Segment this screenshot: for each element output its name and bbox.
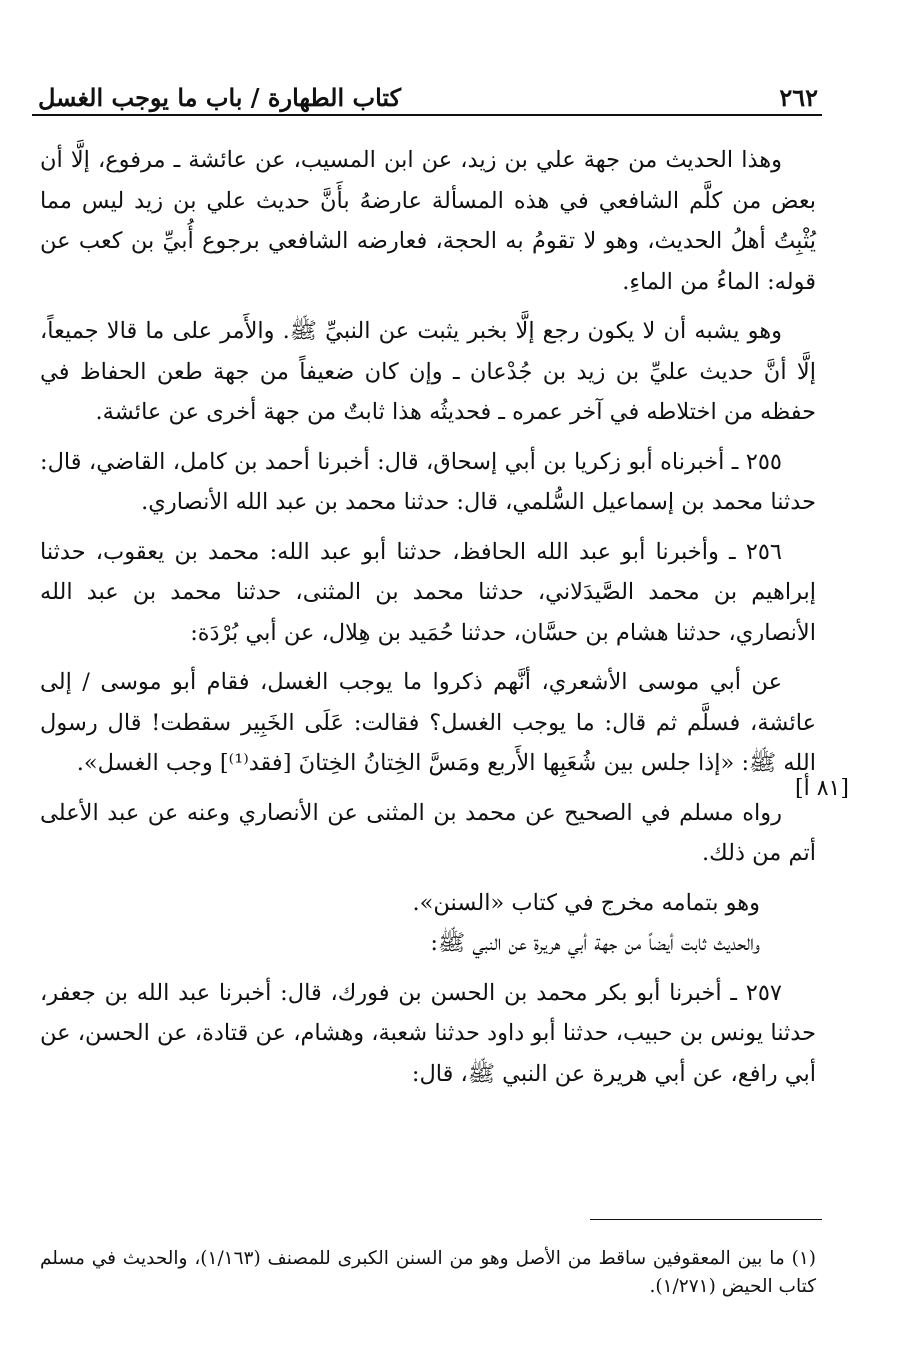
hadith-257: ٢٥٧ ـ أخبرنا أبو بكر محمد بن الحسن بن فورك، قال: أخبرنا عبد الله بن جعفر، حدثنا يونس بن حبيب، حدثنا أبو داود حدثنا شعبة، وهشام، عن قتادة، عن الحسن، عن أبي رافع، عن أبي هريرة عن النبي ﷺ، قال:: [40, 979, 816, 1087]
paragraph-1: وهذا الحديث من جهة علي بن زيد، عن ابن المسيب، عن عائشة ـ مرفوع، إلَّا أن بعض من كلَّم الشافعي في هذه المسألة عارضهُ بأَنَّ حديث علي بن زيد ليس مما يُثْبِتُ أهلُ الحديث، وهو لا تقومُ به الحجة، فعارضه الشافعي برجوع أُبيِّ بن كعب عن قوله: الماءُ من الماءِ.: [40, 147, 816, 295]
hadith-text-abu-musa: عن أبي موسى الأشعري، أنَّهم ذكروا ما يوجب الغسل، فقام أبو موسى / إلى عائشة، فسلَّم ثم قال: ما يوجب الغسل؟ فقالت: عَلَى الخَبِير سقطت! قال رسول الله ﷺ: «إذا جلس بين شُعَبِها الأَربع ومَسَّ الخِتانُ الخِتانَ [فقد⁽¹⁾] وجب الغسل».: [40, 669, 816, 776]
page-header: [38, 72, 818, 112]
footnote-rule: [590, 1219, 822, 1220]
paragraph-sunan-note: وهو بتمامه مخرج في كتاب «السنن».: [412, 889, 760, 916]
hadith-256: ٢٥٦ ـ وأخبرنا أبو عبد الله الحافظ، حدثنا أبو عبد الله: محمد بن يعقوب، حدثنا إبراهيم بن محمد الصَّيدَلاني، حدثنا محمد بن المثنى، حدثنا محمد بن عبد الله الأنصاري، حدثنا هشام بن حسَّان، حدثنا حُمَيد بن هِلال، عن أبي بُرْدَة:: [40, 538, 816, 646]
header-rule: [32, 114, 822, 116]
hadith-255: ٢٥٥ ـ أخبرناه أبو زكريا بن أبي إسحاق، قال: أخبرنا أحمد بن كامل، القاضي، قال: حدثنا محمد بن إسماعيل السُّلمي، قال: حدثنا محمد بن عبد الله الأنصاري.: [40, 448, 816, 515]
paragraph-abu-hurayra-note: والحديث ثابت أيضاً من جهة أبي هريرة عن النبي ﷺ:: [430, 930, 760, 956]
paragraph-muslim-report: رواه مسلم في الصحيح عن محمد بن المثنى عن الأنصاري وعنه عن عبد الأعلى أتم من ذلك.: [40, 799, 816, 866]
main-text: [40, 140, 816, 1103]
running-title: كتاب الطهارة / باب ما يوجب الغسل: [38, 83, 402, 112]
page-number: ٢٦٢: [779, 83, 818, 112]
footnote: (١) ما بين المعقوفين ساقط من الأصل وهو من السنن الكبرى للمصنف (١/١٦٣)، والحديث في مسلم كتاب الحيض (١/٢٧١).: [40, 1248, 817, 1297]
paragraph-2: وهو يشبه أن لا يكون رجع إلَّا بخبر يثبت عن النبيِّ ﷺ. والأَمر على ما قالا جميعاً، إلَّا أنَّ حديث عليِّ بن زيد بن جُدْعان ـ وإن كان ضعيفاً من جهة طعن الحفاظ في حفظه من اختلاطه في آخر عمره ـ فحديثُه هذا ثابتٌ من جهة أخرى عن عائشة.: [40, 318, 816, 425]
manuscript-folio-marker: [٨١ أ]: [795, 776, 849, 801]
